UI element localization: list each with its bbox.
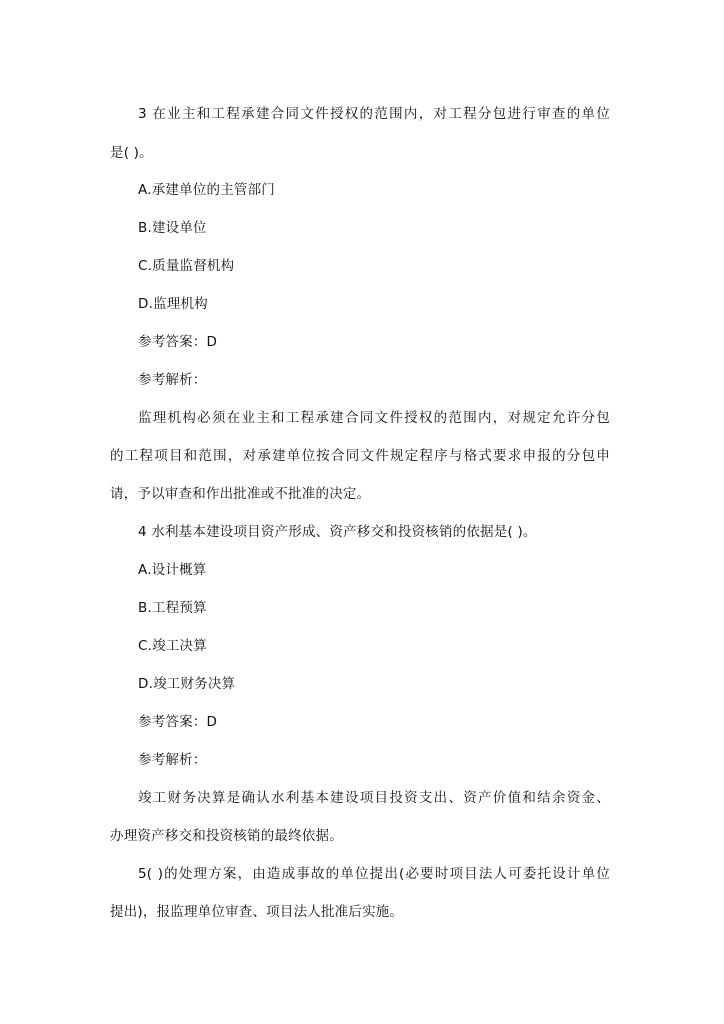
question-3-option-c: C.质量监督机构 bbox=[138, 258, 235, 274]
question-3-option-b: B.建设单位 bbox=[138, 220, 207, 236]
question-5-stem-line-2: 提出)，报监理单位审查、项目法人批准后实施。 bbox=[110, 904, 404, 920]
question-4-analysis-line-2: 办理资产移交和投资核销的最终依据。 bbox=[110, 828, 343, 844]
question-4-option-c: C.竣工决算 bbox=[138, 638, 207, 654]
question-3-stem-line-2: 是( )。 bbox=[110, 145, 153, 161]
question-5-stem-line-1: 5( )的处理方案，由造成事故的单位提出(必要时项目法人可委托设计单位 bbox=[138, 866, 610, 882]
question-3-option-d: D.监理机构 bbox=[138, 296, 208, 312]
question-3-analysis-line-3: 请，予以审查和作出批准或不批准的决定。 bbox=[110, 486, 371, 502]
question-4-option-a: A.设计概算 bbox=[138, 562, 207, 578]
question-4-analysis-label: 参考解析： bbox=[138, 752, 207, 768]
question-3-stem-line-1: 3 在业主和工程承建合同文件授权的范围内，对工程分包进行审查的单位 bbox=[138, 106, 610, 122]
question-4-option-b: B.工程预算 bbox=[138, 600, 207, 616]
question-3-answer: 参考答案：D bbox=[138, 334, 218, 350]
question-4-stem: 4 水利基本建设项目资产形成、资产移交和投资核销的依据是( )。 bbox=[138, 524, 537, 540]
question-4-option-d: D.竣工财务决算 bbox=[138, 676, 236, 692]
question-4-answer: 参考答案：D bbox=[138, 714, 218, 730]
question-3-analysis-line-2: 的工程项目和范围，对承建单位按合同文件规定程序与格式要求申报的分包申 bbox=[110, 448, 610, 464]
question-3-analysis-line-1: 监理机构必须在业主和工程承建合同文件授权的范围内，对规定允许分包 bbox=[138, 410, 610, 426]
question-4-analysis-line-1: 竣工财务决算是确认水利基本建设项目投资支出、资产价值和结余资金、 bbox=[138, 790, 610, 806]
question-3-option-a: A.承建单位的主管部门 bbox=[138, 182, 275, 198]
question-3-analysis-label: 参考解析： bbox=[138, 372, 207, 388]
